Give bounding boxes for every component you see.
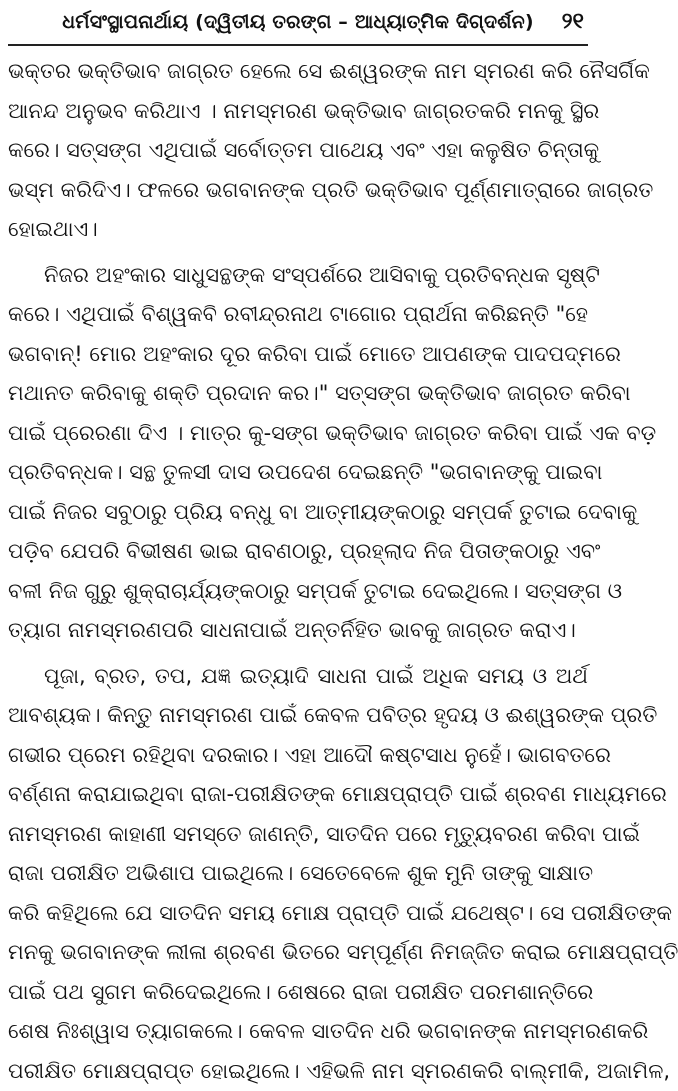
text-line: ମନକୁ ଭଗବାନଙ୍କ ଲୀଳା ଶ୍ରବଣ ଭିତରେ ସମ୍ପୂର୍ଣ୍ଣ ନିମଜ୍ଜିତ କରାଇ ମୋକ୍ଷପ୍ରାପ୍ତି xyxy=(8,933,588,973)
text-line: ନାମସ୍ମରଣ କାହାଣୀ ସମସ୍ତେ ଜାଣନ୍ତି, ସାତଦିନ ପରେ ମୃତ୍ୟୁବରଣ କରିବା ପାଇଁ xyxy=(8,815,588,855)
header-title: ଧର୍ମସଂସ୍ଥାପନାର୍ଥାୟ (ଦ୍ୱିତୀୟ ତରଙ୍ଗ – ଆଧ୍ୟାତ୍ମିକ ଦିଗ୍‌ଦର୍ଶନ) xyxy=(62,11,534,33)
text-line: ପାଇଁ ପଥ ସୁଗମ କରିଦେଇଥିଲେ। ଶେଷରେ ରାଜା ପରୀକ୍ଷିତ ପରମଶାନ୍ତିରେ xyxy=(8,973,588,1013)
text-line: ପ୍ରତିବନ୍ଧକ। ସନ୍ଥ ତୁଳସୀ ଦାସ ଉପଦେଶ ଦେଇଛନ୍ତି "ଭଗବାନଙ୍କୁ ପାଇବା xyxy=(8,453,588,493)
text-line: ବର୍ଣ୍ଣନା କରାଯାଇଥିବା ରାଜା-ପରୀକ୍ଷିତଙ୍କ ମୋକ୍ଷପ୍ରାପ୍ତି ପାଇଁ ଶ୍ରବଣ ମାଧ୍ୟମରେ xyxy=(8,775,588,815)
text-line: ଭକ୍ତର ଭକ୍ତିଭାବ ଜାଗ୍ରତ ହେଲେ ସେ ଈଶ୍ୱରଙ୍କ ନାମ ସ୍ମରଣ କରି ନୈସର୍ଗିକ xyxy=(8,52,588,92)
text-line: ଆବଶ୍ୟକ। କିନ୍ତୁ ନାମସ୍ମରଣ ପାଇଁ କେବଳ ପବିତ୍ର ହୃଦୟ ଓ ଈଶ୍ୱରଙ୍କ ପ୍ରତି xyxy=(8,696,588,736)
text-line: ପରୀକ୍ଷିତ ମୋକ୍ଷପ୍ରାପ୍ତ ହୋଇଥିଲେ। ଏହିଭଳି ନାମ ସ୍ମରଣକରି ବାଲ୍ମୀକି, ଅଜାମିଳ, xyxy=(8,1052,588,1091)
header-rule xyxy=(8,44,588,46)
text-line: ଶେଷ ନିଃଶ୍ୱାସ ତ୍ୟାଗକଲେ। କେବଳ ସାତଦିନ ଧରି ଭଗବାନଙ୍କ ନାମସ୍ମରଣକରି xyxy=(8,1012,588,1052)
text-line: ଭଗବାନ୍! ମୋର ଅହଂକାର ଦୂର କରିବା ପାଇଁ ମୋତେ ଆପଣଙ୍କ ପାଦପଦ୍ମରେ xyxy=(8,335,588,375)
text-line: ହୋଇଥାଏ। xyxy=(8,210,588,250)
text-line: ଭସ୍ମ କରିଦିଏ। ଫଳରେ ଭଗବାନଙ୍କ ପ୍ରତି ଭକ୍ତିଭାବ ପୂର୍ଣ୍ଣମାତ୍ରାରେ ଜାଗ୍ରତ xyxy=(8,171,588,211)
text-line: କରି କହିଥିଲେ ଯେ ସାତଦିନ ସମୟ ମୋକ୍ଷ ପ୍ରାପ୍ତି ପାଇଁ ଯଥେଷ୍ଟ। ସେ ପରୀକ୍ଷିତଙ୍କ xyxy=(8,894,588,934)
body-text xyxy=(8,52,588,1091)
text-line: ପାଇଁ ନିଜର ସବୁଠାରୁ ପ୍ରିୟ ବନ୍ଧୁ ବା ଆତ୍ମୀୟଙ୍କଠାରୁ ସମ୍ପର୍କ ତୁଟାଇ ଦେବାକୁ xyxy=(8,493,588,533)
text-line: ତ୍ୟାଗ ନାମସ୍ମରଣପରି ସାଧନାପାଇଁ ଅନ୍ତର୍ନିହିତ ଭାବକୁ ଜାଗ୍ରତ କରାଏ। xyxy=(8,611,588,651)
text-line: ପାଇଁ ପ୍ରେରଣା ଦିଏ । ମାତ୍ର କୁ-ସଙ୍ଗ ଭକ୍ତିଭାବ ଜାଗ୍ରତ କରିବା ପାଇଁ ଏକ ବଡ଼ xyxy=(8,414,588,454)
text-line: ଆନନ୍ଦ ଅନୁଭବ କରିଥାଏ । ନାମସ୍ମରଣ ଭକ୍ତିଭାବ ଜାଗ୍ରତକରି ମନକୁ ସ୍ଥିର xyxy=(8,92,588,132)
text-line: ପଡ଼ିବ ଯେପରି ବିଭୀଷଣ ଭାଇ ରାବଣଠାରୁ, ପ୍ରହ୍ଲାଦ ନିଜ ପିତାଙ୍କଠାରୁ ଏବଂ xyxy=(8,532,588,572)
text-line: ମଥାନତ କରିବାକୁ ଶକ୍ତି ପ୍ରଦାନ କର।" ସତ୍‌ସଙ୍ଗ ଭକ୍ତିଭାବ ଜାଗ୍ରତ କରିବା xyxy=(8,374,588,414)
paragraph-3 xyxy=(8,657,588,1091)
page-number: ୨୧ xyxy=(562,9,584,34)
text-line: ରାଜା ପରୀକ୍ଷିତ ଅଭିଶାପ ପାଇଥିଲେ। ସେତେବେଳେ ଶୁକ ମୁନି ତାଙ୍କୁ ସାକ୍ଷାତ xyxy=(8,854,588,894)
text-line: ପୂଜା, ବ୍ରତ, ତପ, ଯଜ୍ଞ ଇତ୍ୟାଦି ସାଧନା ପାଇଁ ଅଧିକ ସମୟ ଓ ଅର୍ଥ xyxy=(8,657,588,697)
text-line: ନିଜର ଅହଂକାର ସାଧୁସନ୍ଥଙ୍କ ସଂସ୍ପର୍ଶରେ ଆସିବାକୁ ପ୍ରତିବନ୍ଧକ ସୃଷ୍ଟି xyxy=(8,256,588,296)
running-header xyxy=(8,0,588,44)
text-line: କରେ। ସତ୍‌ସଙ୍ଗ ଏଥିପାଇଁ ସର୍ବୋତ୍ତମ ପାଥେୟ ଏବଂ ଏହା କଳୁଷିତ ଚିନ୍ତାକୁ xyxy=(8,131,588,171)
text-line: ବଳୀ ନିଜ ଗୁରୁ ଶୁକ୍ରାଚାର୍ଯ୍ୟଙ୍କଠାରୁ ସମ୍ପର୍କ ତୁଟାଇ ଦେଇଥିଲେ। ସତ୍‌ସଙ୍ଗ ଓ xyxy=(8,572,588,612)
paragraph-1 xyxy=(8,52,588,250)
paragraph-2 xyxy=(8,256,588,651)
text-line: କରେ। ଏଥିପାଇଁ ବିଶ୍ୱକବି ରବୀନ୍ଦ୍ରନାଥ ଟାଗୋର ପ୍ରାର୍ଥନା କରିଛନ୍ତି "ହେ xyxy=(8,295,588,335)
text-line: ଗଭୀର ପ୍ରେମ ରହିଥିବା ଦରକାର। ଏହା ଆଦୌ କଷ୍ଟସାଧ ନୁହେଁ। ଭାଗବତରେ xyxy=(8,736,588,776)
